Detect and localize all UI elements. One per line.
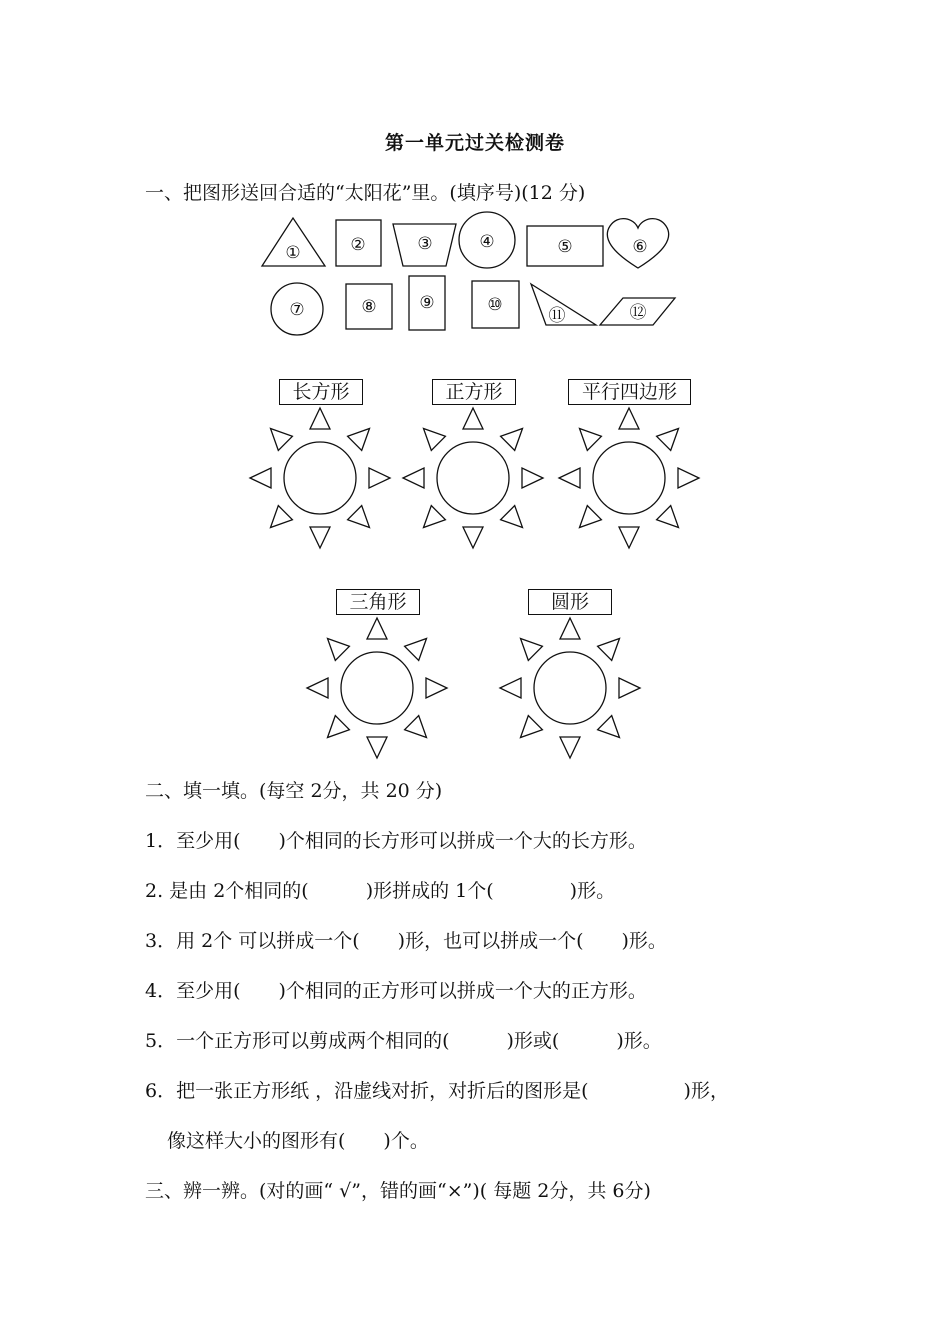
section3-heading: 三、辨一辨。(对的画“ √”，错的画“×”)( 每题 2分，共 6分) [145, 1180, 651, 1202]
sun-label-square: 正方形 [432, 379, 516, 405]
sun-label-parallelogram: 平行四边形 [568, 379, 691, 405]
sun-ray [598, 716, 620, 738]
sun-ray [580, 429, 602, 451]
shape-label: ⑨ [419, 293, 435, 313]
shape-label: ② [350, 235, 366, 255]
sun-ray [657, 429, 679, 451]
sun-ray [348, 506, 370, 528]
sun-ray [367, 737, 387, 758]
fill-item-3: 3．用 2个 可以拼成一个( )形，也可以拼成一个( )形。 [145, 930, 667, 952]
shape-label: ⑤ [557, 237, 573, 257]
shape-label: ⑫ [629, 303, 647, 323]
shape-label: ④ [479, 232, 495, 252]
shape-label: ⑦ [289, 300, 305, 320]
sun-ray [369, 468, 390, 488]
sun-label-triangle: 三角形 [336, 589, 420, 615]
fill-item-1: 1．至少用( )个相同的长方形可以拼成一个大的长方形。 [145, 830, 647, 852]
sun-ray [501, 506, 523, 528]
sun-ray [328, 639, 350, 661]
sun-ray [426, 678, 447, 698]
sun-ray [521, 639, 543, 661]
sun-ray [678, 468, 699, 488]
shape-label: ① [285, 243, 301, 263]
sun-ray [250, 468, 271, 488]
fill-item-4: 4．至少用( )个相同的正方形可以拼成一个大的正方形。 [145, 980, 647, 1002]
shape-label: ⑪ [548, 306, 566, 326]
shape-label: ③ [417, 234, 433, 254]
sun-ray [463, 408, 483, 429]
sun-label-circle: 圆形 [528, 589, 612, 615]
sun-ray [310, 408, 330, 429]
sun-ray [328, 716, 350, 738]
sun-ray [560, 737, 580, 758]
sun-ray [619, 527, 639, 548]
sun-circle [534, 652, 606, 724]
sun-ray [560, 618, 580, 639]
sun-ray [598, 639, 620, 661]
sun-circle [593, 442, 665, 514]
sun-ray [271, 506, 293, 528]
sun-ray [424, 429, 446, 451]
sun-circle [341, 652, 413, 724]
shape-label: ⑧ [361, 297, 377, 317]
sun-ray [521, 716, 543, 738]
sun-ray [580, 506, 602, 528]
sun-ray [405, 639, 427, 661]
sun-circle [437, 442, 509, 514]
fill-item-6-cont: 像这样大小的图形有( )个。 [167, 1130, 429, 1152]
shape-label: ⑥ [632, 237, 648, 257]
sun-ray [463, 527, 483, 548]
sun-ray [403, 468, 424, 488]
sun-ray [424, 506, 446, 528]
sun-ray [307, 678, 328, 698]
sun-ray [501, 429, 523, 451]
sun-ray [271, 429, 293, 451]
sun-circle [284, 442, 356, 514]
sun-ray [348, 429, 370, 451]
sun-ray [310, 527, 330, 548]
sun-label-rectangle: 长方形 [279, 379, 363, 405]
fill-item-2: 2. 是由 2个相同的( )形拼成的 1个( )形。 [145, 880, 616, 902]
sun-ray [500, 678, 521, 698]
sun-ray [367, 618, 387, 639]
section1-heading: 一、把图形送回合适的“太阳花”里。(填序号)(12 分) [145, 182, 586, 204]
sun-ray [619, 408, 639, 429]
page-title: 第一单元过关检测卷 [384, 132, 565, 154]
fill-item-5: 5．一个正方形可以剪成两个相同的( )形或( )形。 [145, 1030, 662, 1052]
sun-ray [522, 468, 543, 488]
sun-ray [619, 678, 640, 698]
section2-heading: 二、填一填。(每空 2分，共 20 分) [145, 780, 443, 802]
shape-label: ⑩ [487, 295, 503, 315]
sun-ray [657, 506, 679, 528]
fill-item-6: 6．把一张正方形纸 ，沿虚线对折，对折后的图形是( )形， [145, 1080, 729, 1102]
sun-ray [405, 716, 427, 738]
sun-ray [559, 468, 580, 488]
